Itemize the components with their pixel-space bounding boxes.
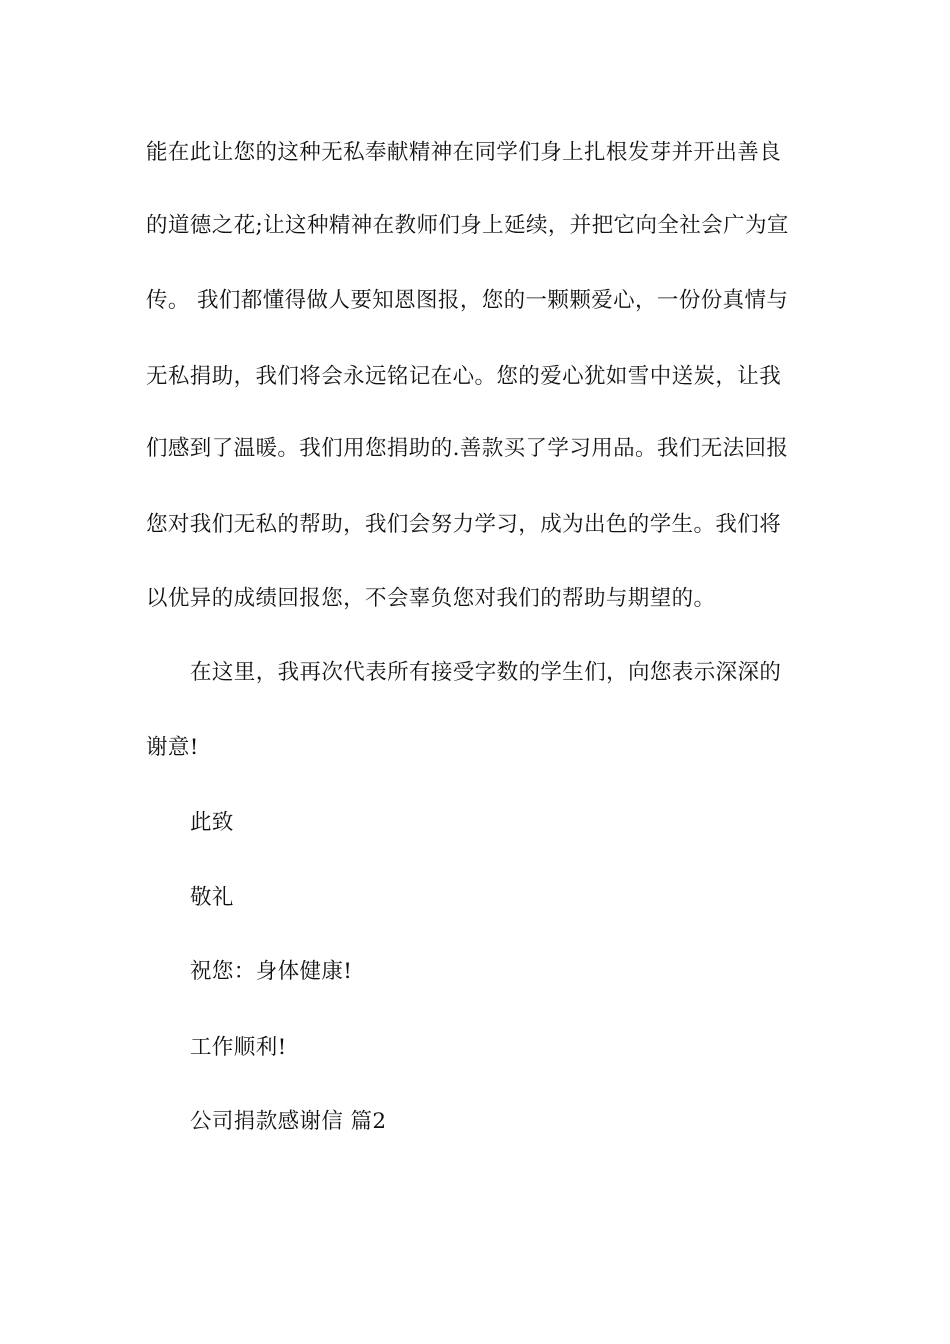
body-text-line: 们感到了温暖。我们用您捐助的.善款买了学习用品。我们无法回报 — [146, 436, 789, 461]
closing-wish: 工作顺利! — [190, 1035, 287, 1060]
body-text-line: 您对我们无私的帮助，我们会努力学习，成为出色的学生。我们将 — [146, 512, 782, 537]
section-heading: 公司捐款感谢信 篇2 — [190, 1109, 387, 1134]
body-text-line: 无私捐助，我们将会永远铭记在心。您的爱心犹如雪中送炭，让我 — [146, 364, 782, 389]
body-text-line: 能在此让您的这种无私奉献精神在同学们身上扎根发芽并开出善良 — [146, 140, 782, 165]
body-text-line: 以优异的成绩回报您，不会辜负您对我们的帮助与期望的。 — [146, 586, 716, 611]
body-text-line: 在这里，我再次代表所有接受字数的学生们，向您表示深深的 — [190, 660, 782, 685]
body-text-line: 传。 我们都懂得做人要知恩图报，您的一颗颗爱心，一份份真情与 — [146, 288, 789, 313]
body-text-line: 谢意! — [146, 735, 199, 760]
closing-wish: 祝您：身体健康! — [190, 959, 353, 984]
body-text-line: 的道德之花;让这种精神在教师们身上延续，并把它向全社会广为宣 — [146, 213, 789, 238]
closing-salutation: 此致 — [190, 810, 234, 835]
closing-salutation: 敬礼 — [190, 885, 234, 910]
